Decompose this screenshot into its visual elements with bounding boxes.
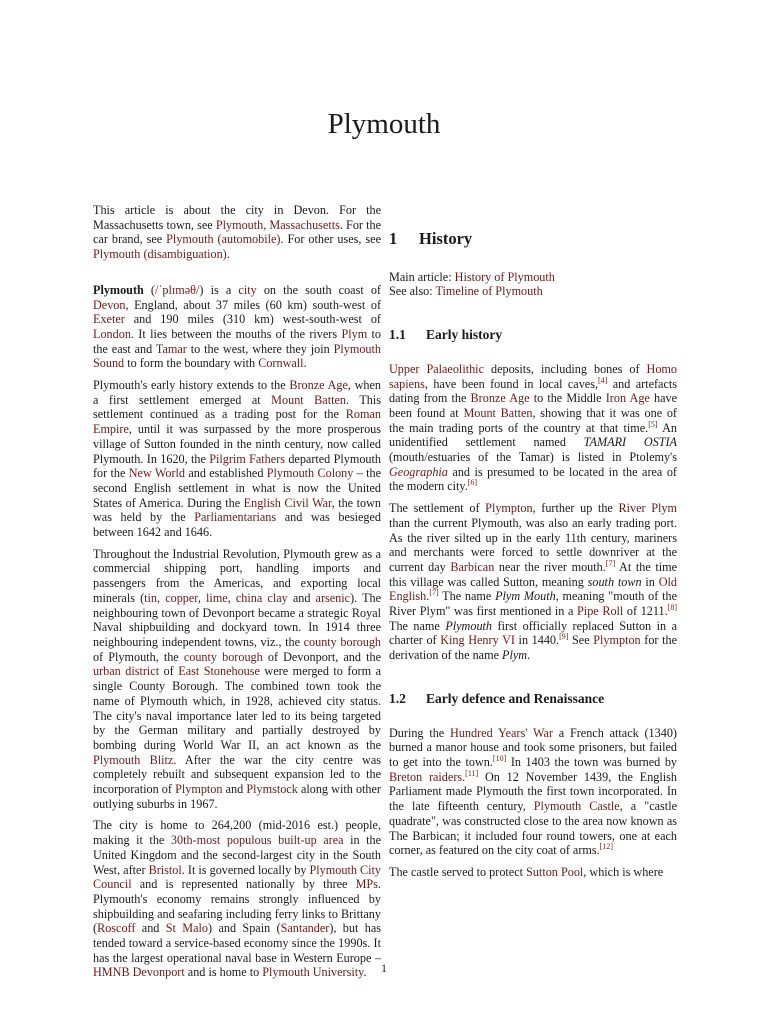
text-run: . This settlement continued as a trading post for the [93,392,381,422]
left-column [93,203,381,987]
wiki-link[interactable]: HMNB Devonport [93,965,185,980]
subsection-heading-early-defence [389,692,677,707]
text-run: , [227,590,236,605]
text-run: and is represented nationally by three [131,877,356,892]
text-run: At the time this village was called Sutton, meaning [389,559,677,589]
text-run: near the river mouth. [494,559,606,574]
text-run: have been found at [389,391,678,420]
text-run: . Plymouth's economy remains strongly influenced by shipbuilding and seafaring including ferry links to Brittany ( [93,877,381,936]
italic-text: TAMARI OSTIA [583,435,677,450]
wiki-link[interactable]: Mount Batten [463,405,533,420]
text-run: , have been found in local caves, [424,376,599,391]
wiki-link[interactable]: Devon [93,297,126,312]
wiki-link[interactable]: Plymouth (automobile) [166,232,281,247]
citation-link[interactable]: [6] [467,478,478,488]
wiki-link[interactable]: Plymouth Sound [93,341,381,371]
text-run: . It is governed locally by [181,862,310,877]
text-run: Main article: [389,269,455,284]
wiki-link[interactable]: urban district [93,664,160,679]
text-run: of Plymouth, the [93,649,184,664]
text-run: Plymouth's early history extends to the [93,378,290,393]
text-run: and artefacts dating from the [389,376,677,406]
text-run: , showing that it was one of the main trading ports of the country at that time. [389,405,677,435]
wiki-link[interactable]: London [93,326,131,341]
wiki-link[interactable]: MPs [355,877,378,892]
text-run: See also: [389,284,436,299]
text-run: of Devonport, and the [262,649,381,664]
text-run: ( [143,282,155,297]
text-run: This article is about the city in Devon. For the Massachusetts town, see [93,203,381,232]
citation-link[interactable]: [10] [492,753,507,763]
text-run: to the west, where they join [186,341,334,356]
text-run: on the south coast of [256,282,381,297]
early-history-paragraph-2 [389,501,677,663]
wiki-link[interactable]: Upper Palaeolithic [389,361,484,376]
text-run: The city is home to 264,200 (mid-2016 est.) people, making it the [93,818,381,848]
wiki-link[interactable]: Geographia [389,464,448,479]
text-run: , when a first settlement emerged at [93,378,381,407]
defence-paragraph-1 [389,726,677,858]
bold-text: Plymouth [93,282,144,297]
wiki-link[interactable]: Cornwall [258,356,304,371]
wiki-link[interactable]: River Plym [618,501,677,516]
text-run: , which is where [583,864,664,879]
text-run: , [157,590,166,605]
early-history-paragraph-1 [389,362,677,494]
text-run: . [462,769,466,784]
wiki-link[interactable]: Bristol [148,862,182,877]
text-run: . After the war the city centre was completely rebuilt and subsequent expansion led to the incorporation of [93,752,381,797]
wiki-link[interactable]: Timeline of Plymouth [435,284,543,299]
text-run: for the derivation of the name [389,633,677,663]
text-run: . [363,965,367,980]
italic-text: south town [587,574,642,589]
wiki-link[interactable]: Bronze Age [289,378,348,393]
subsection-number: 1.2 [389,690,406,706]
text-run: in 1440. [514,633,560,648]
text-run: . [426,589,430,604]
wiki-link[interactable]: Barbican [450,559,495,574]
wiki-link[interactable]: county borough [183,649,263,664]
citation-link[interactable]: [7] [429,588,439,598]
text-run: , meaning "mouth of the River Plym" was first mentioned in a [389,589,677,619]
text-run: . [527,648,531,663]
text-run: ), but has tended toward a service-based economy since the 1990s. It has the largest operational naval base in Western Europe – [93,921,381,965]
text-run: ) is a [199,282,239,297]
text-run: in [641,574,659,589]
text-run: . [226,247,230,262]
wiki-link[interactable]: china clay [235,590,288,605]
hatnote [93,203,381,262]
wiki-link[interactable]: Iron Age [605,391,650,406]
text-run: . For other uses, see [280,232,381,247]
text-run: , until it was surpassed by the more prosperous village of Sutton founded in the ninth century, now called Plymouth. In 1620, the [93,422,381,466]
italic-text: Plym Mouth [495,589,556,604]
subsection-heading-early-history [389,328,677,343]
wiki-link[interactable]: Roman Empire [93,407,381,437]
wiki-link[interactable]: King Henry VI [440,633,515,648]
text-run: deposits, including bones of [483,361,647,376]
text-run: were merged to form a single County Borough. The combined town took the name of Plymouth which, in 1928, achieved city status. The city's naval importance later led to its being targeted by the German military and partially destroyed by bombing during World War II, an act known as the [93,664,381,752]
wiki-link[interactable]: Breton raiders [389,769,463,784]
text-run: of [159,664,179,679]
text-run: and [287,590,316,605]
wiki-link[interactable]: lime [206,590,228,605]
text-run: Throughout the Industrial Revolution, Plymouth grew as a commercial shipping port, handling imports and passengers from the Americas, and exporting local minerals ( [93,546,381,605]
text-run: and [222,782,247,797]
defence-paragraph-2 [389,865,677,880]
wiki-link[interactable]: Plym [341,326,368,341]
intro-paragraph-2 [93,378,381,540]
text-run: During the [389,725,451,740]
section-heading-history [389,229,677,248]
text-run: ). The neighbouring town of Devonport became a strategic Royal Naval shipbuilding and dockyard town. In 1914 three neighbouring independent towns, viz., the [93,590,382,649]
wiki-link[interactable]: Plympton [485,501,533,516]
wiki-link[interactable]: Plymouth Castle [533,799,620,814]
wiki-link[interactable]: Plymouth (disambiguation) [93,247,227,262]
wiki-link[interactable]: Plympton [593,633,641,648]
wiki-link[interactable]: tin [144,590,158,605]
wiki-link[interactable]: Old English [389,574,677,604]
text-run: and 190 miles (310 km) west-south-west of [124,312,381,327]
section-title: History [419,229,473,248]
text-run: The name [389,618,446,633]
text-run: to the east and [93,326,381,356]
text-run: and established [185,466,267,481]
wiki-link[interactable]: Mount Batten [271,392,346,407]
intro-paragraph-3 [93,547,381,812]
wiki-link[interactable]: county borough [303,634,382,649]
wiki-link[interactable]: arsenic [315,590,351,605]
text-run: In 1403 the town was burned by [506,754,678,769]
citation-link[interactable]: [8] [667,603,677,612]
text-run: . For the car brand, see [93,217,382,247]
wiki-link[interactable]: Plympton [175,782,223,797]
wiki-link[interactable]: city [238,282,257,297]
citation-link[interactable]: [9] [559,632,569,642]
citation-link[interactable]: [12] [599,842,613,852]
text-run: ) and Spain ( [208,921,281,936]
text-run: The settlement of [389,501,486,516]
text-run: and [135,921,166,936]
wiki-link[interactable]: East Stonehouse [178,664,260,679]
see-also-note [389,284,677,299]
subsection-title: Early history [426,327,503,343]
subsection-number: 1.1 [389,327,406,343]
wiki-link[interactable]: Plymouth City Council [93,862,381,892]
text-run: , [197,590,207,605]
text-run: The name [438,589,496,604]
text-run: of 1211. [623,604,668,619]
wiki-link[interactable]: Plymouth Colony [266,466,354,481]
text-run: . It lies between the mouths of the rivers [130,326,342,341]
wiki-link[interactable]: Plymstock [246,782,298,797]
wiki-link[interactable]: Plymouth University [262,965,364,980]
text-run: first officially replaced Sutton in a charter of [389,618,677,648]
text-run: a French attack (1340) burned a manor house and took some prisoners, but failed to get into the town. [389,725,677,769]
wiki-link[interactable]: Bronze Age [470,391,530,406]
text-run: to the Middle [529,391,606,406]
text-run: than the current Plymouth, was also an early trading port. As the river silted up in the early 11th century, mariners and merchants were forced to settle downriver at the current day [389,515,677,574]
wiki-link[interactable]: Pipe Roll [577,604,624,619]
intro-paragraph-4 [93,818,381,980]
wiki-link[interactable]: Pilgrim Fathers [209,451,285,466]
wiki-link[interactable]: Exeter [93,312,125,327]
right-column [389,203,677,887]
text-run: On 12 November 1439, the English Parliament made Plymouth the first town incorporated. In the late fifteenth century, [389,769,677,814]
text-run: The castle served to protect [389,864,527,879]
wiki-link[interactable]: 30th-most populous built-up area [170,833,344,848]
text-run: and was besieged between 1642 and 1646. [93,510,381,540]
section-number: 1 [389,229,398,248]
text-run: . [303,356,307,371]
wiki-link[interactable]: Parliamentarians [194,510,277,525]
wiki-link[interactable]: Santander [280,921,330,936]
citation-link[interactable]: [4] [598,375,608,385]
citation-link[interactable]: [7] [605,558,616,568]
wiki-link[interactable]: Sutton Pool [526,864,584,879]
text-run: , a "castle quadrate", was constructed close to the area now known as The Barbican; it included four round towers, one at each corner, as featured on the city coat of arms. [389,799,677,858]
text-run: , the town was held by the [93,495,381,525]
text-run: , further up the [532,501,619,516]
text-run: along with other outlying suburbs in 1967. [93,782,381,811]
text-run: and is presumed to be located in the area of the modern city. [389,464,677,494]
wiki-link[interactable]: English Civil War [243,495,332,510]
wiki-link[interactable]: Tamar [155,341,187,356]
citation-link[interactable]: [11] [465,768,479,778]
page-number: 1 [381,961,387,975]
wiki-link[interactable]: History of Plymouth [454,269,555,284]
intro-paragraph-1 [93,283,381,371]
text-run: See [568,633,594,648]
text-run: departed Plymouth for the [93,451,382,481]
italic-text: Plymouth [445,618,493,633]
text-run: in the United Kingdom and the second-largest city in the South West, after [93,833,382,877]
italic-text: Plym [502,648,528,663]
page-title: Plymouth [327,108,441,140]
subsection-title: Early defence and Renaissance [426,690,605,706]
wiki-link[interactable]: St Malo [165,921,209,936]
wiki-link[interactable]: /ˈplɪməθ/ [154,282,200,297]
wiki-link[interactable]: Roscoff [97,921,136,936]
citation-link[interactable]: [5] [648,419,658,429]
wiki-link[interactable]: copper [165,590,198,605]
wiki-link[interactable]: New World [128,466,186,481]
text-run: (mouth/estuaries of the Tamar) is listed in Ptolemy's [389,450,677,465]
text-run: and is home to [184,965,263,980]
main-article-note [389,270,677,285]
wiki-link[interactable]: Hundred Years' War [450,725,553,740]
text-run: , England, about 37 miles (60 km) south-west of [125,297,381,312]
text-run: to form the boundary with [124,356,259,371]
wiki-link[interactable]: Plymouth Blitz [93,752,174,767]
text-run: An unidentified settlement named [389,420,677,450]
wiki-link[interactable]: Plymouth, Massachusetts [215,217,340,232]
text-run: – the second English settlement in what is now the United States of America. During the [93,466,382,510]
wiki-link[interactable]: Homo sapiens [389,361,677,391]
